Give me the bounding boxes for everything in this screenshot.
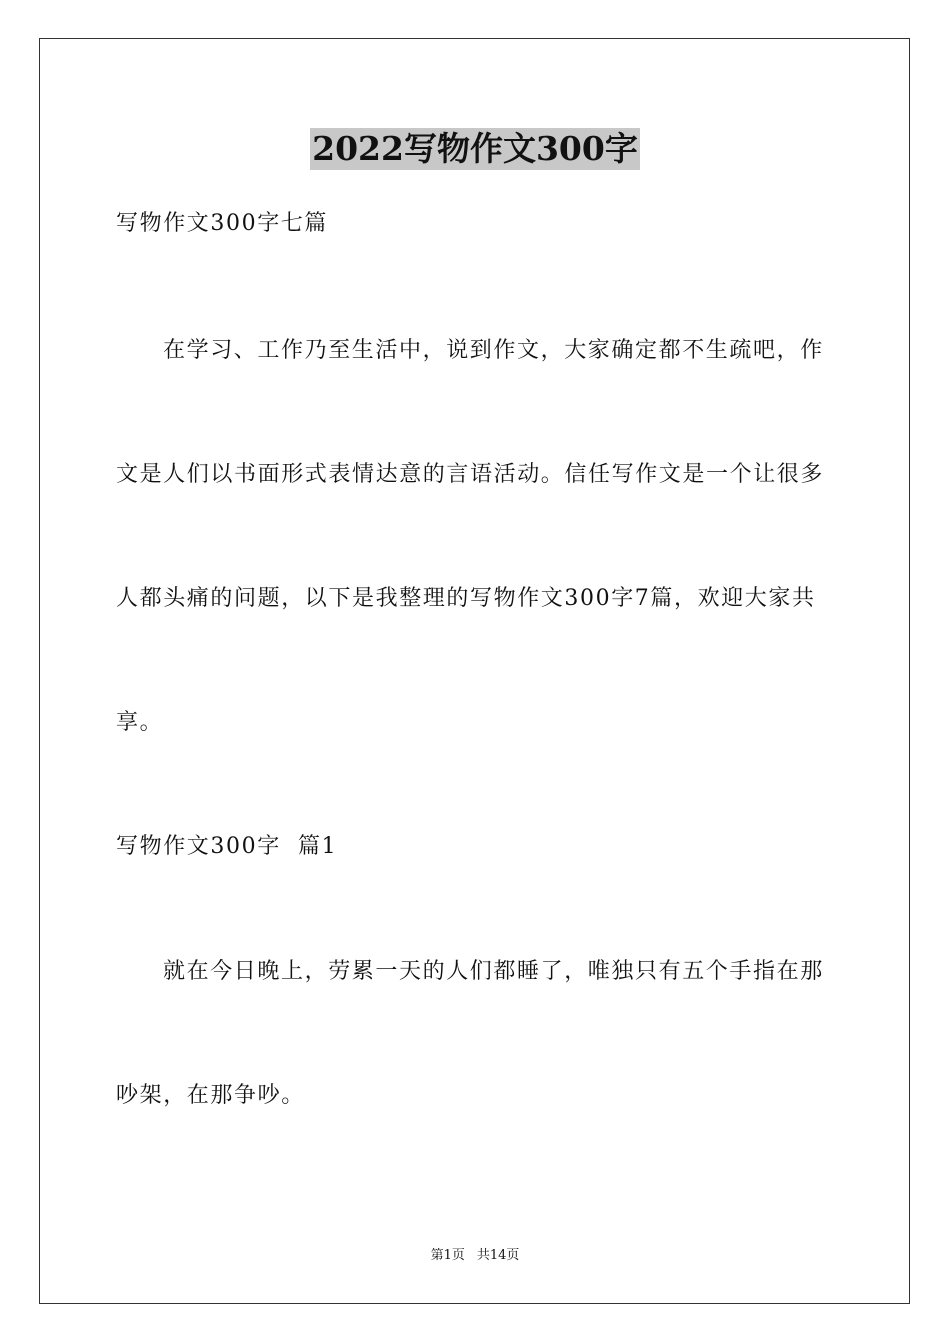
- section-paragraph-line: 就在今日晚上，劳累一天的人们都睡了，唯独只有五个手指在那: [163, 959, 824, 984]
- paragraph-line: 人都头痛的问题，以下是我整理的写物作文300字7篇，欢迎大家共: [116, 586, 816, 611]
- document-title: 2022写物作文300字: [312, 129, 638, 168]
- page-total: 共14页: [476, 1248, 520, 1263]
- section-paragraph-line: 吵架，在那争吵。: [116, 1083, 305, 1108]
- paragraph-line: 文是人们以书面形式表情达意的言语活动。信任写作文是一个让很多: [116, 462, 825, 487]
- page-number: 第1页: [430, 1248, 465, 1263]
- paragraph-line: 享。: [116, 710, 164, 735]
- document-subtitle: 写物作文300字七篇: [116, 211, 328, 236]
- page-footer: [0, 1247, 950, 1265]
- title-container: [0, 128, 950, 170]
- paragraph-line: 在学习、工作乃至生活中，说到作文，大家确定都不生疏吧，作: [163, 338, 824, 363]
- section-heading: 写物作文300字 篇1: [116, 834, 338, 859]
